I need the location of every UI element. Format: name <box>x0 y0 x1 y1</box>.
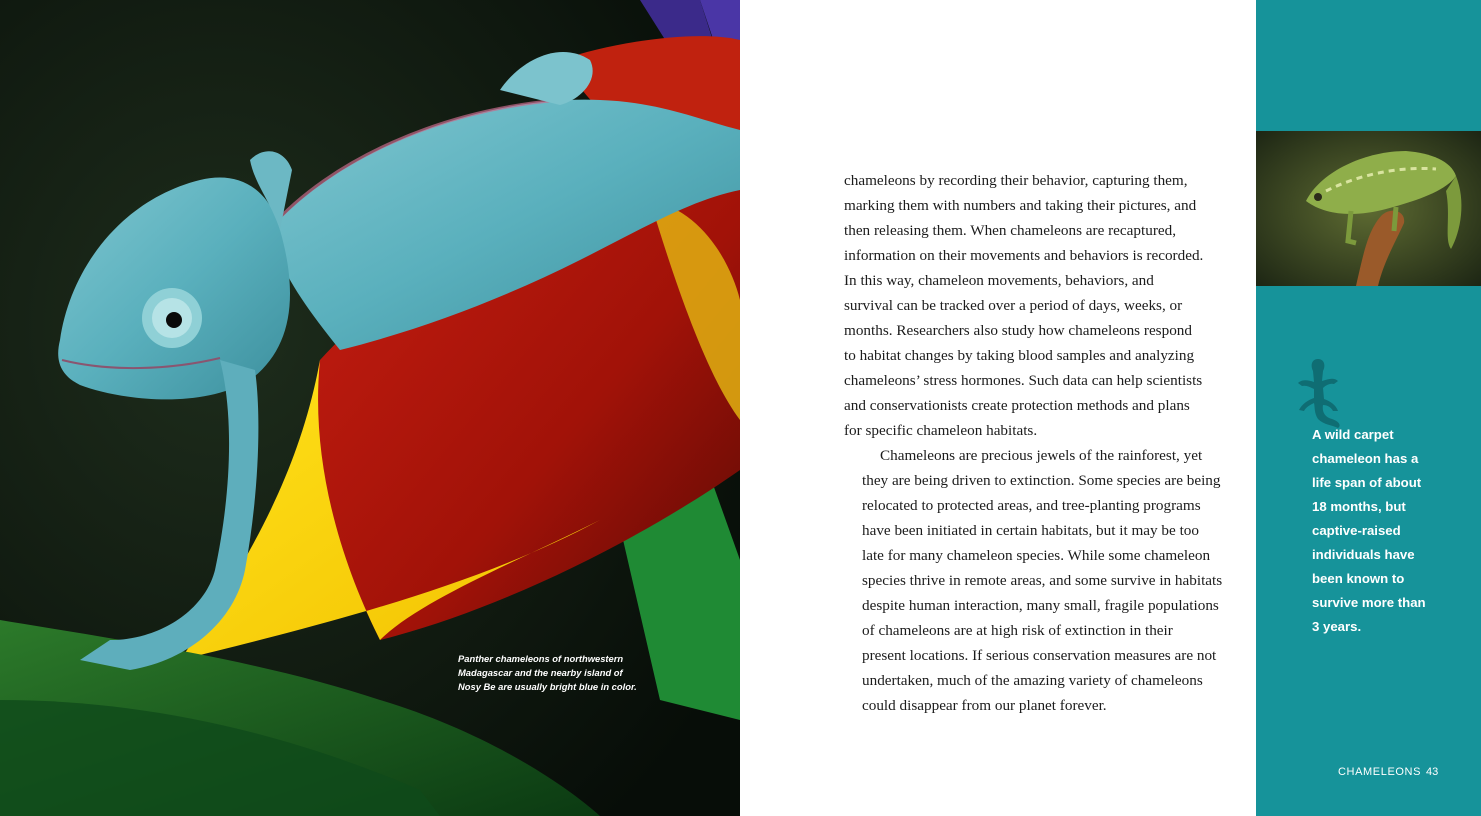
text-line: chameleons’ stress hormones. Such data can help scientists <box>844 372 1203 389</box>
fact-line: 18 months, but <box>1312 499 1406 514</box>
paragraph <box>844 443 1223 718</box>
text-line: species thrive in remote areas, and some survive in habitats <box>862 572 1223 589</box>
text-line: late for many chameleon species. While some chameleon <box>862 547 1211 564</box>
text-line: Chameleons are precious jewels of the rainforest, yet <box>880 447 1203 464</box>
caption-line: Madagascar and the nearby island of <box>458 667 623 678</box>
text-line: and conservationists create protection methods and plans <box>844 397 1190 414</box>
sidebar-fact <box>1312 423 1462 639</box>
carpet-chameleon-illustration <box>1256 131 1481 286</box>
text-line: undertaken, much of the amazing variety of chameleons <box>862 672 1203 689</box>
paragraph <box>844 168 1216 443</box>
text-line: of chameleons are at high risk of extinction in their <box>862 622 1173 639</box>
running-head: CHAMELEONS <box>1338 766 1422 778</box>
text-line: for specific chameleon habitats. <box>844 422 1038 439</box>
photo-caption <box>458 652 658 694</box>
caption-line: Nosy Be are usually bright blue in color. <box>458 681 637 692</box>
text-line: chameleons by recording their behavior, capturing them, <box>844 172 1188 189</box>
text-line: then releasing them. When chameleons are recaptured, <box>844 222 1177 239</box>
body-text-column <box>844 168 1223 718</box>
caption-line: Panther chameleons of northwestern <box>458 653 624 664</box>
fact-line: 3 years. <box>1312 619 1362 634</box>
text-line: information on their movements and behaviors is recorded. <box>844 247 1204 264</box>
fact-line: chameleon has a <box>1312 451 1419 466</box>
fact-line: individuals have <box>1312 547 1415 562</box>
text-line: marking them with numbers and taking their pictures, and <box>844 197 1197 214</box>
chameleon-photo <box>0 0 740 816</box>
page-number: 43 <box>1426 766 1439 778</box>
text-line: In this way, chameleon movements, behaviors, and <box>844 272 1154 289</box>
text-line: they are being driven to extinction. Some species are being <box>862 472 1221 489</box>
fact-line: captive-raised <box>1312 523 1401 538</box>
sidebar-panel <box>1256 0 1481 816</box>
fact-line: been known to <box>1312 571 1405 586</box>
text-line: months. Researchers also study how chameleons respond <box>844 322 1192 339</box>
carpet-chameleon-photo <box>1256 131 1481 286</box>
text-line: despite human interaction, many small, fragile populations <box>862 597 1219 614</box>
gecko-icon <box>1288 355 1348 430</box>
fact-line: survive more than <box>1312 595 1426 610</box>
text-line: survival can be tracked over a period of days, weeks, or <box>844 297 1183 314</box>
text-line: present locations. If serious conservation measures are not <box>862 647 1217 664</box>
text-line: to habitat changes by taking blood samples and analyzing <box>844 347 1195 364</box>
fact-line: A wild carpet <box>1312 427 1394 442</box>
text-line: relocated to protected areas, and tree-planting programs <box>862 497 1201 514</box>
text-line: could disappear from our planet forever. <box>862 697 1107 714</box>
fact-line: life span of about <box>1312 475 1422 490</box>
text-line: have been initiated in certain habitats, but it may be too <box>862 522 1199 539</box>
